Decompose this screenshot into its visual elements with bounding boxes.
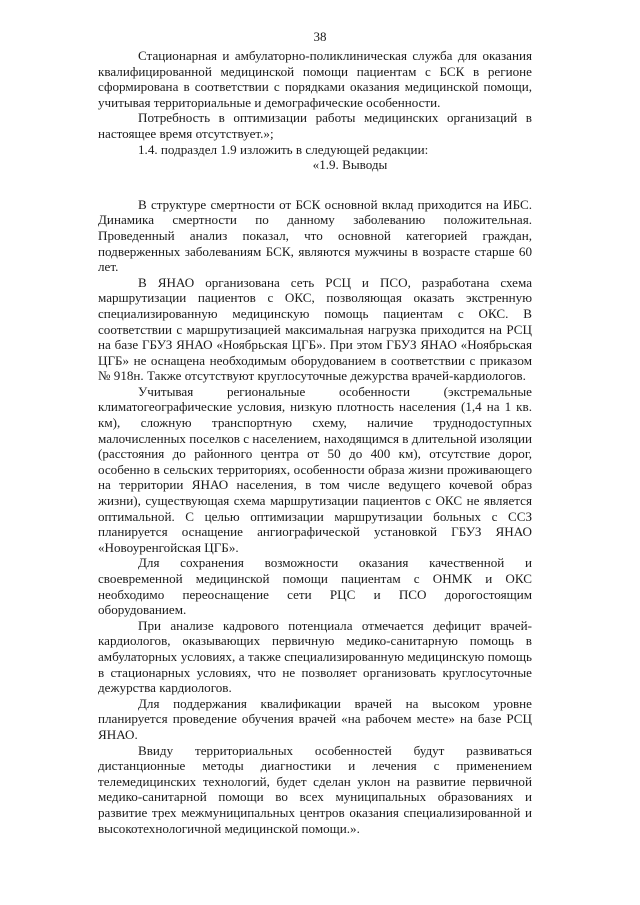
paragraph-telemedicine-development: Ввиду территориальных особенностей будут развиваться дистанционные методы диагностики и лечения с применением телемедицинских технологий, будет сделан уклон на развитие первичной медико-санитарной помощи во всех муниципальных образованиях и развитие трех межмуниципальных центров оказания специализированной и высокотехнологичной медицинской помощи.».: [98, 742, 532, 836]
page-number: 38: [313, 29, 327, 44]
document-body: [98, 48, 532, 836]
paragraph-staff-deficit: При анализе кадрового потенциала отмечается дефицит врачей-кардиологов, оказывающих первичную медико-санитарную помощь в амбулаторных условиях, а также специализированную медицинскую помощь в стационарных условиях, что не позволяет организовать круглосуточные дежурства кардиологов.: [98, 617, 532, 696]
section-title-conclusions: «1.9. Выводы: [312, 157, 388, 173]
paragraph-optimization-need: Потребность в оптимизации работы медицинских организаций в настоящее время отсутствует.»;: [98, 110, 532, 141]
paragraph-mortality-structure: В структуре смертности от БСК основной вклад приходится на ИБС. Динамика смертности по данному заболеванию положительная. Проведенный анализ показал, что основной категорией граждан, подверженных заболеваниям БСК, являются мужчины в возрасте старше 60 лет.: [98, 196, 532, 275]
paragraph-regional-features: Учитывая региональные особенности (экстремальные климатогеографические условия, низкую плотность населения (1,4 на 1 кв. км), сложную транспортную схему, наличие труднодоступных малочисленных поселков с населением, находящимся в длительной изоляции (расстояния до районного центра от 50 до 400 км), отсутствие дорог, особенно в сельских территориях, особенности образа жизни проживающего на территории ЯНАО населения, в том числе ведущего кочевой образ жизни), существующая схема маршрутизации пациентов с ОКС не является оптимальной. С целью оптимизации маршрутизации больных с ССЗ планируется оснащение ангиографической установкой ГБУЗ ЯНАО «Новоуренгойская ЦГБ».: [98, 383, 532, 555]
paragraph-amendment-instruction: 1.4. подраздел 1.9 изложить в следующей редакции:: [138, 141, 429, 157]
paragraph-rsc-pso-network: В ЯНАО организована сеть РСЦ и ПСО, разработана схема маршрутизации пациентов с ОКС, позволяющая оказать экстренную специализированную медицинскую помощь пациентам с ОКС. В соответствии с маршрутизацией максимальная нагрузка приходится на РСЦ на базе ГБУЗ ЯНАО «Ноябрьская ЦГБ». При этом ГБУЗ ЯНАО «Ноябрьская ЦГБ» не оснащена необходимым оборудованием в соответствии с приказом № 918н. Также отсутствуют круглосуточные дежурства врачей-кардиологов.: [98, 274, 532, 384]
paragraph-cardio-service: Стационарная и амбулаторно-поликлиническая служба для оказания квалифицированной медицинской помощи пациентам с БСК в регионе сформирована в соответствии с порядками оказания медицинской помощи, учитывая территориальные и демографические особенности.: [98, 48, 532, 110]
paragraph-equipment-renewal: Для сохранения возможности оказания качественной и своевременной медицинской помощи пациентам с ОНМК и ОКС необходимо переоснащение сети РЦС и ПСО дорогостоящим оборудованием.: [98, 555, 532, 618]
paragraph-qualification-training: Для поддержания квалификации врачей на высоком уровне планируется проведение обучения врачей «на рабочем месте» на базе РСЦ ЯНАО.: [98, 695, 532, 742]
